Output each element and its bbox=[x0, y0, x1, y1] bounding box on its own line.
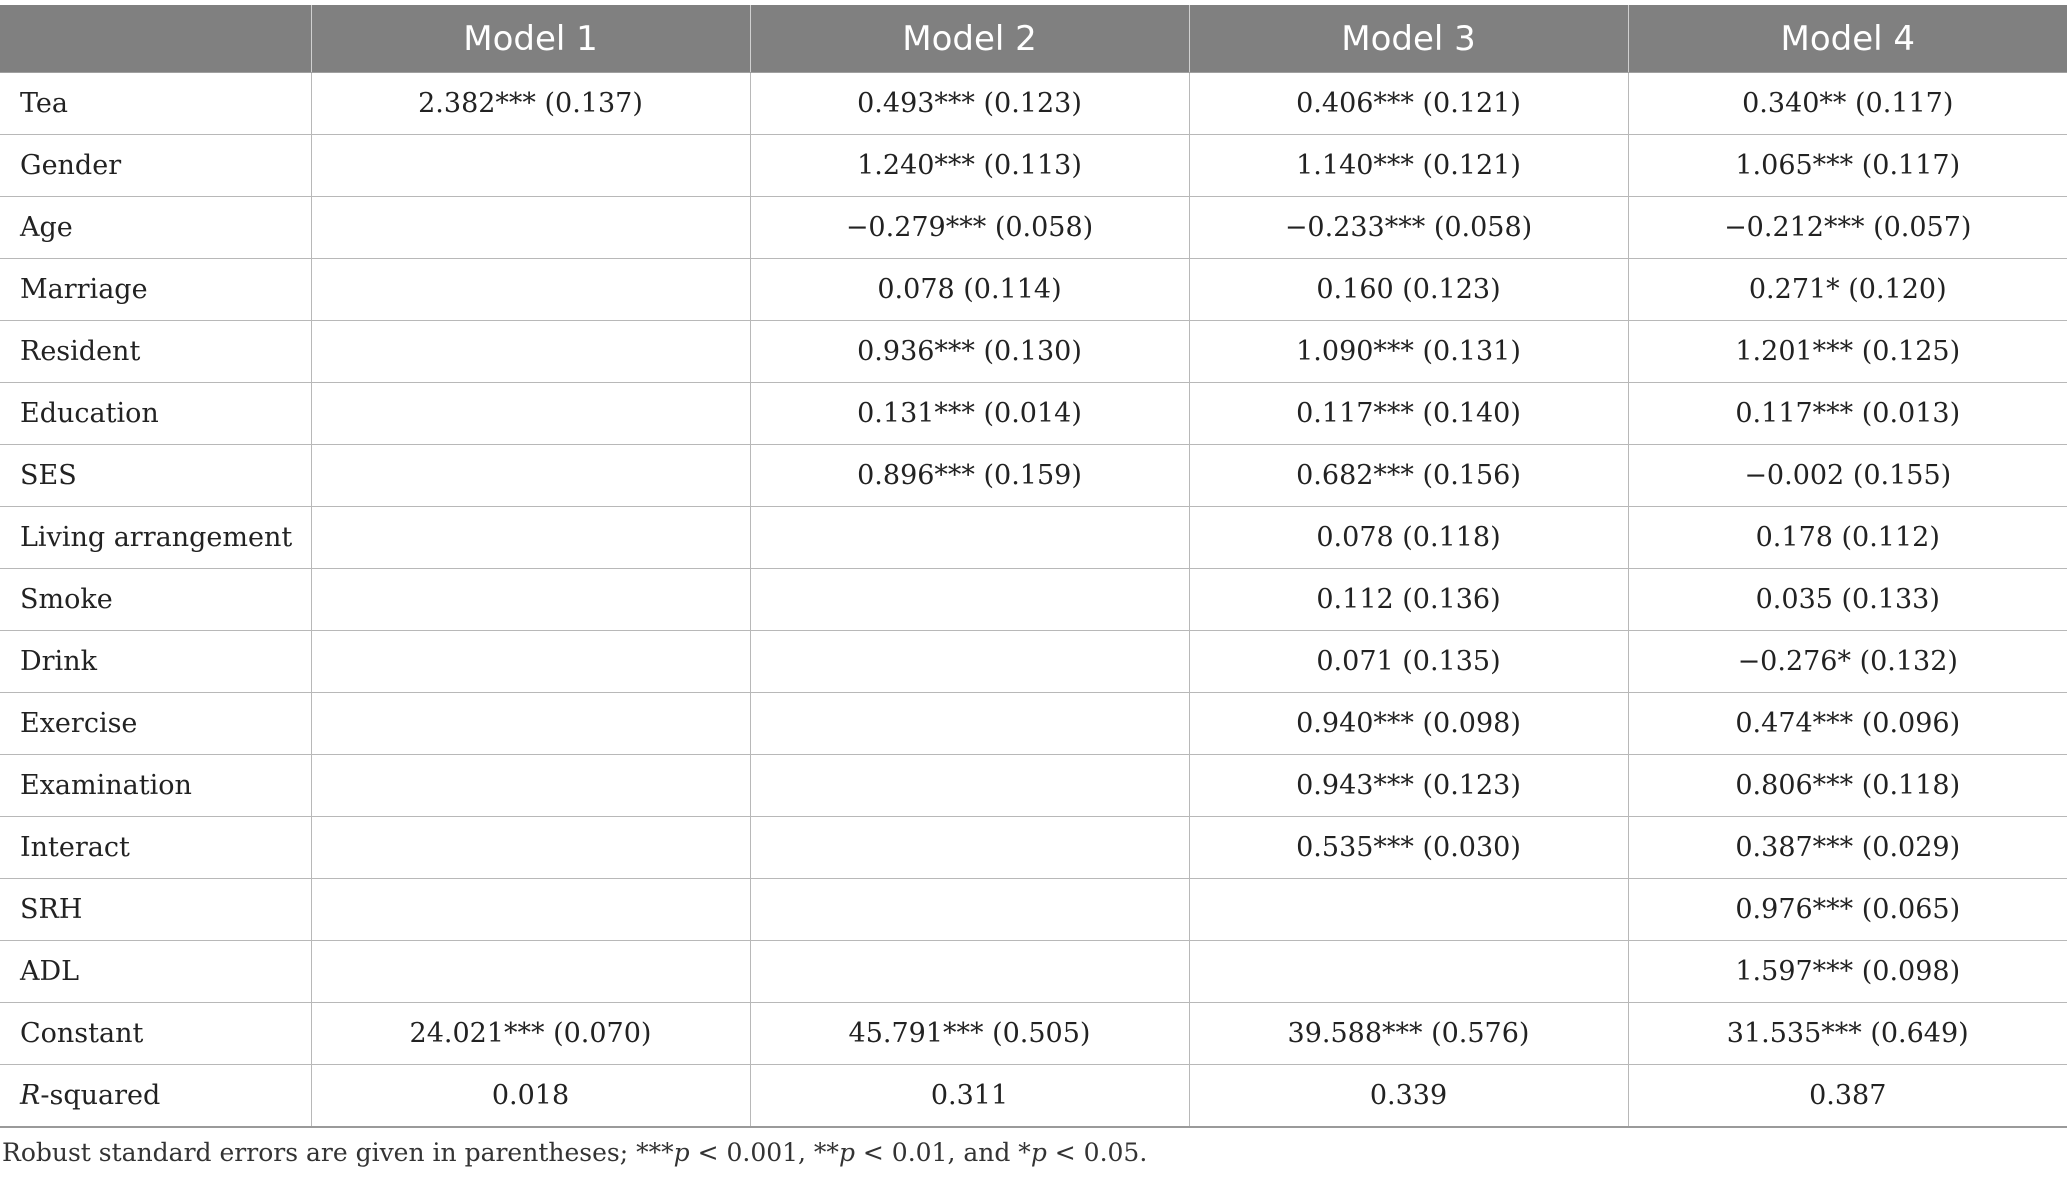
table-row bbox=[0, 631, 2067, 693]
coefficient-cell-model-3: 0.943*** (0.123) bbox=[1189, 755, 1628, 817]
coefficient-cell-model-2: 0.493*** (0.123) bbox=[750, 73, 1189, 135]
coefficient-cell-model-4: 0.474*** (0.096) bbox=[1628, 693, 2067, 755]
coefficient-cell-model-2 bbox=[750, 693, 1189, 755]
coefficient-cell-model-4: 0.340** (0.117) bbox=[1628, 73, 2067, 135]
coefficient-cell-model-1 bbox=[311, 879, 750, 941]
coefficient-cell-model-4: 0.387*** (0.029) bbox=[1628, 817, 2067, 879]
rsquared-cell-model-4: 0.387 bbox=[1628, 1065, 2067, 1128]
row-label-cell: Smoke bbox=[0, 569, 311, 631]
coefficient-cell-model-2 bbox=[750, 569, 1189, 631]
table-row bbox=[0, 259, 2067, 321]
coefficient-cell-model-1 bbox=[311, 631, 750, 693]
row-label-cell: SRH bbox=[0, 879, 311, 941]
row-label-cell: Constant bbox=[0, 1003, 311, 1065]
coefficient-cell-model-2 bbox=[750, 941, 1189, 1003]
regression-table bbox=[0, 5, 2067, 1128]
table-header bbox=[0, 5, 2067, 73]
regression-table-container bbox=[0, 5, 2067, 1128]
coefficient-cell-model-4: 0.976*** (0.065) bbox=[1628, 879, 2067, 941]
header-cell-model-1: Model 1 bbox=[311, 5, 750, 73]
coefficient-cell-model-2 bbox=[750, 817, 1189, 879]
table-row bbox=[0, 755, 2067, 817]
header-row bbox=[0, 5, 2067, 73]
row-label-cell: Marriage bbox=[0, 259, 311, 321]
row-label-cell: Resident bbox=[0, 321, 311, 383]
coefficient-cell-model-1 bbox=[311, 135, 750, 197]
row-label-cell: SES bbox=[0, 445, 311, 507]
coefficient-cell-model-4: 0.035 (0.133) bbox=[1628, 569, 2067, 631]
coefficient-cell-model-3 bbox=[1189, 879, 1628, 941]
table-row bbox=[0, 135, 2067, 197]
coefficient-cell-model-1 bbox=[311, 569, 750, 631]
table-footnote bbox=[2, 1138, 1147, 1167]
coefficient-cell-model-3: 0.071 (0.135) bbox=[1189, 631, 1628, 693]
coefficient-cell-model-2: 0.078 (0.114) bbox=[750, 259, 1189, 321]
table-row bbox=[0, 941, 2067, 1003]
header-cell-model-2: Model 2 bbox=[750, 5, 1189, 73]
footnote-p-symbol: p bbox=[673, 1138, 690, 1167]
coefficient-cell-model-2: 0.936*** (0.130) bbox=[750, 321, 1189, 383]
coefficient-cell-model-1 bbox=[311, 259, 750, 321]
coefficient-cell-model-3: 1.090*** (0.131) bbox=[1189, 321, 1628, 383]
coefficient-cell-model-3: 0.535*** (0.030) bbox=[1189, 817, 1628, 879]
row-label-cell: Age bbox=[0, 197, 311, 259]
coefficient-cell-model-2: 0.131*** (0.014) bbox=[750, 383, 1189, 445]
footnote-p-symbol: p bbox=[1030, 1138, 1047, 1167]
coefficient-cell-model-4: 0.178 (0.112) bbox=[1628, 507, 2067, 569]
coefficient-cell-model-2 bbox=[750, 879, 1189, 941]
rsquared-label-rest: -squared bbox=[40, 1080, 161, 1111]
table-row bbox=[0, 569, 2067, 631]
footnote-threshold-1: < 0.001, ** bbox=[689, 1138, 839, 1167]
coefficient-cell-model-4: 31.535*** (0.649) bbox=[1628, 1003, 2067, 1065]
row-label-cell: Education bbox=[0, 383, 311, 445]
coefficient-cell-model-3: 0.112 (0.136) bbox=[1189, 569, 1628, 631]
coefficient-cell-model-4: 0.806*** (0.118) bbox=[1628, 755, 2067, 817]
header-cell-model-4: Model 4 bbox=[1628, 5, 2067, 73]
table-row bbox=[0, 321, 2067, 383]
table-row bbox=[0, 693, 2067, 755]
row-label-cell bbox=[0, 1065, 311, 1128]
coefficient-cell-model-1 bbox=[311, 817, 750, 879]
row-label-cell: Living arrangement bbox=[0, 507, 311, 569]
footnote-lead: Robust standard errors are given in parentheses; *** bbox=[2, 1138, 674, 1167]
rsquared-cell-model-1: 0.018 bbox=[311, 1065, 750, 1128]
rsquared-label-r: R bbox=[20, 1080, 41, 1111]
row-label-cell: Interact bbox=[0, 817, 311, 879]
table-row bbox=[0, 507, 2067, 569]
coefficient-cell-model-4: −0.212*** (0.057) bbox=[1628, 197, 2067, 259]
row-label-cell: Tea bbox=[0, 73, 311, 135]
table-row bbox=[0, 879, 2067, 941]
coefficient-cell-model-1: 2.382*** (0.137) bbox=[311, 73, 750, 135]
coefficient-cell-model-3: 0.078 (0.118) bbox=[1189, 507, 1628, 569]
coefficient-cell-model-1 bbox=[311, 941, 750, 1003]
coefficient-cell-model-4: −0.276* (0.132) bbox=[1628, 631, 2067, 693]
header-cell-variable bbox=[0, 5, 311, 73]
rsquared-cell-model-2: 0.311 bbox=[750, 1065, 1189, 1128]
table-row bbox=[0, 383, 2067, 445]
coefficient-cell-model-3 bbox=[1189, 941, 1628, 1003]
coefficient-cell-model-2 bbox=[750, 507, 1189, 569]
table-body bbox=[0, 73, 2067, 1128]
coefficient-cell-model-1 bbox=[311, 321, 750, 383]
table-row bbox=[0, 817, 2067, 879]
table-row bbox=[0, 445, 2067, 507]
coefficient-cell-model-2: 1.240*** (0.113) bbox=[750, 135, 1189, 197]
footnote-threshold-2: < 0.01, and * bbox=[854, 1138, 1031, 1167]
coefficient-cell-model-3: −0.233*** (0.058) bbox=[1189, 197, 1628, 259]
coefficient-cell-model-4: −0.002 (0.155) bbox=[1628, 445, 2067, 507]
row-label-cell: Gender bbox=[0, 135, 311, 197]
header-cell-model-3: Model 3 bbox=[1189, 5, 1628, 73]
coefficient-cell-model-2 bbox=[750, 631, 1189, 693]
coefficient-cell-model-3: 0.940*** (0.098) bbox=[1189, 693, 1628, 755]
table-row-rsquared bbox=[0, 1065, 2067, 1128]
coefficient-cell-model-4: 1.597*** (0.098) bbox=[1628, 941, 2067, 1003]
coefficient-cell-model-4: 1.065*** (0.117) bbox=[1628, 135, 2067, 197]
coefficient-cell-model-3: 0.160 (0.123) bbox=[1189, 259, 1628, 321]
coefficient-cell-model-4: 1.201*** (0.125) bbox=[1628, 321, 2067, 383]
coefficient-cell-model-2: 45.791*** (0.505) bbox=[750, 1003, 1189, 1065]
row-label-cell: ADL bbox=[0, 941, 311, 1003]
coefficient-cell-model-1 bbox=[311, 197, 750, 259]
coefficient-cell-model-1 bbox=[311, 755, 750, 817]
coefficient-cell-model-2: −0.279*** (0.058) bbox=[750, 197, 1189, 259]
coefficient-cell-model-3: 0.117*** (0.140) bbox=[1189, 383, 1628, 445]
coefficient-cell-model-4: 0.271* (0.120) bbox=[1628, 259, 2067, 321]
coefficient-cell-model-2: 0.896*** (0.159) bbox=[750, 445, 1189, 507]
coefficient-cell-model-1 bbox=[311, 383, 750, 445]
table-row bbox=[0, 197, 2067, 259]
coefficient-cell-model-3: 1.140*** (0.121) bbox=[1189, 135, 1628, 197]
row-label-cell: Exercise bbox=[0, 693, 311, 755]
footnote-p-symbol: p bbox=[838, 1138, 855, 1167]
footnote-threshold-3: < 0.05. bbox=[1046, 1138, 1148, 1167]
row-label-cell: Drink bbox=[0, 631, 311, 693]
coefficient-cell-model-1 bbox=[311, 445, 750, 507]
coefficient-cell-model-1 bbox=[311, 507, 750, 569]
rsquared-cell-model-3: 0.339 bbox=[1189, 1065, 1628, 1128]
coefficient-cell-model-1: 24.021*** (0.070) bbox=[311, 1003, 750, 1065]
table-row bbox=[0, 73, 2067, 135]
row-label-cell: Examination bbox=[0, 755, 311, 817]
coefficient-cell-model-3: 39.588*** (0.576) bbox=[1189, 1003, 1628, 1065]
coefficient-cell-model-2 bbox=[750, 755, 1189, 817]
table-row bbox=[0, 1003, 2067, 1065]
coefficient-cell-model-3: 0.406*** (0.121) bbox=[1189, 73, 1628, 135]
coefficient-cell-model-3: 0.682*** (0.156) bbox=[1189, 445, 1628, 507]
coefficient-cell-model-1 bbox=[311, 693, 750, 755]
coefficient-cell-model-4: 0.117*** (0.013) bbox=[1628, 383, 2067, 445]
